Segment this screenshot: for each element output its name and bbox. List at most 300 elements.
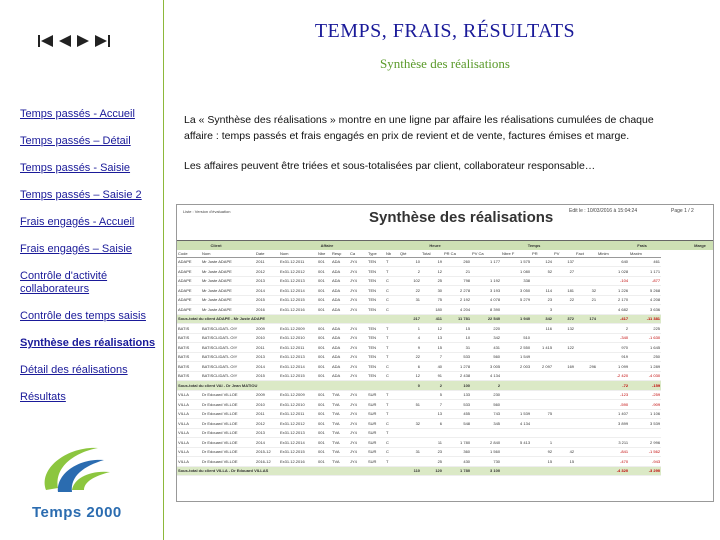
table-cell xyxy=(575,343,597,353)
table-row xyxy=(177,400,713,410)
table-cell: 3 211 xyxy=(597,438,629,448)
table-cell: T xyxy=(385,409,399,419)
table-cell: 342 xyxy=(531,314,553,324)
table-cell: 22 540 xyxy=(471,314,501,324)
table-cell: 1 575 xyxy=(501,257,531,267)
table-cell: VILLA xyxy=(177,409,201,419)
table-row xyxy=(177,352,713,362)
next-slide-icon[interactable] xyxy=(76,34,90,48)
table-cell: 5 268 xyxy=(629,286,661,296)
table-cell: -4 320 xyxy=(597,466,629,476)
description-paragraph-1: La « Synthèse des réalisations » montre en une ligne par affaire les réalisations cumulées de chaque affaire : temps passés et frais engagés en prix de revient et de vente, factures émises et marge. xyxy=(184,114,654,142)
table-cell: 100 xyxy=(443,381,471,391)
table-cell: ADA xyxy=(331,267,349,277)
table-cell: 2015 xyxy=(255,295,279,305)
table-cell: 3 539 xyxy=(629,419,661,429)
table-cell xyxy=(575,457,597,467)
table-cell xyxy=(471,428,501,438)
table-cell: Ex31.12.2014 xyxy=(279,362,317,372)
table-cell: 3 050 xyxy=(501,286,531,296)
table-cell: ADAPE xyxy=(177,257,201,267)
subtotal-row xyxy=(177,314,713,324)
subtotal-row xyxy=(177,381,713,391)
table-cell: 372 xyxy=(553,314,575,324)
table-cell: Dr Edouard VILLOE xyxy=(201,390,255,400)
sidebar-link-synthese[interactable]: Synthèse des réalisations xyxy=(20,337,156,349)
table-cell: T xyxy=(385,400,399,410)
sidebar-link-temps-detail[interactable]: Temps passés – Détail xyxy=(20,135,131,147)
table-cell: 3 193 xyxy=(471,286,501,296)
table-cell: -943 xyxy=(629,457,661,467)
table-cell: ADA xyxy=(331,324,349,334)
table-cell: Mr Juste ADAPE xyxy=(201,286,255,296)
table-cell: TEN xyxy=(367,267,385,277)
table-cell: -72 xyxy=(597,381,629,391)
table-row xyxy=(177,371,713,381)
table-cell: 001 xyxy=(317,438,331,448)
table-cell: 548 xyxy=(443,419,471,429)
table-cell: 2 278 xyxy=(443,286,471,296)
column-header-row xyxy=(177,250,713,257)
table-cell: 1 099 xyxy=(597,362,629,372)
table-cell: 23 xyxy=(531,295,553,305)
table-cell: 743 xyxy=(471,409,501,419)
table-cell: JY4 xyxy=(349,343,367,353)
table-cell xyxy=(399,305,421,315)
table-cell xyxy=(575,352,597,362)
table-cell: JY4 xyxy=(349,267,367,277)
table-cell: Date xyxy=(255,250,279,257)
slide-navigation xyxy=(38,34,110,48)
table-cell: BATIS xyxy=(177,362,201,372)
table-cell: C xyxy=(385,447,399,457)
table-cell: 75 xyxy=(421,295,443,305)
table-cell: 124 xyxy=(531,257,553,267)
table-cell: 31 xyxy=(399,295,421,305)
description-paragraph-2: Les affaires peuvent être triées et sous-totalisées par client, collaborateur responsable… xyxy=(184,160,596,172)
table-cell: 2 996 xyxy=(629,438,661,448)
table-cell: -1 562 xyxy=(629,447,661,457)
table-row xyxy=(177,276,713,286)
table-cell: 2 003 xyxy=(501,362,531,372)
table-cell: 2 550 xyxy=(501,343,531,353)
table-cell: 15 xyxy=(443,324,471,334)
table-cell: -159 xyxy=(629,381,661,391)
table-cell: Mr Juste ADAPE xyxy=(201,267,255,277)
table-cell: 21 xyxy=(575,295,597,305)
table-cell: BATISCLIDATL OIY xyxy=(201,324,255,334)
table-row xyxy=(177,267,713,277)
table-cell: -340 xyxy=(597,333,629,343)
table-cell xyxy=(399,409,421,419)
table-cell: 1 560 xyxy=(471,447,501,457)
report-version-label: Liste : Version d'évaluation xyxy=(183,209,231,214)
table-cell: Dr Edouard VILLOE xyxy=(201,409,255,419)
table-cell: 4 134 xyxy=(501,419,531,429)
previous-slide-icon[interactable] xyxy=(58,34,72,48)
table-cell: Ex31.12.2015 xyxy=(279,295,317,305)
table-cell: 7 xyxy=(421,352,443,362)
table-cell xyxy=(553,371,575,381)
table-cell: 10 xyxy=(399,257,421,267)
table-cell: 120 xyxy=(421,466,443,476)
table-cell: 0 xyxy=(399,381,421,391)
table-cell: 2015 xyxy=(255,371,279,381)
table-cell: 22 xyxy=(399,352,421,362)
sidebar-nav xyxy=(20,108,160,404)
table-cell: 114 xyxy=(531,286,553,296)
table-cell: 23 xyxy=(421,447,443,457)
table-cell: 3 xyxy=(531,305,553,315)
table-cell: 1 289 xyxy=(629,362,661,372)
table-cell: C xyxy=(385,295,399,305)
table-cell: 2 170 xyxy=(597,295,629,305)
table-cell: TEN xyxy=(367,286,385,296)
table-cell: 9 xyxy=(399,343,421,353)
table-cell xyxy=(553,390,575,400)
table-cell: 2 xyxy=(421,381,443,391)
table-cell: 2 192 xyxy=(443,295,471,305)
table-cell xyxy=(575,371,597,381)
table-cell: 001 xyxy=(317,324,331,334)
table-cell: 001 xyxy=(317,419,331,429)
table-cell: PR xyxy=(531,250,553,257)
table-cell: 133 xyxy=(443,390,471,400)
table-cell xyxy=(399,438,421,448)
report-page-number: Page 1 / 2 xyxy=(671,208,694,214)
table-cell: 640 xyxy=(597,257,629,267)
table-cell: VILLA xyxy=(177,390,201,400)
table-cell xyxy=(501,324,531,334)
table-cell: 2011 xyxy=(255,343,279,353)
table-cell xyxy=(575,447,597,457)
table-cell: JY4 xyxy=(349,371,367,381)
table-cell: 001 xyxy=(317,305,331,315)
table-cell: 75 xyxy=(531,409,553,419)
table-cell xyxy=(501,466,531,476)
table-cell: -841 xyxy=(597,447,629,457)
table-cell: 13 xyxy=(421,333,443,343)
table-cell: 919 xyxy=(597,352,629,362)
table-cell: 91 xyxy=(421,371,443,381)
table-cell: 31 xyxy=(399,447,421,457)
table-cell: Ex31.12.2016 xyxy=(279,457,317,467)
table-cell: 2013 xyxy=(255,352,279,362)
table-cell xyxy=(531,466,553,476)
sidebar-link-controle-temps[interactable]: Contrôle des temps saisis xyxy=(20,310,146,322)
table-cell: 116 xyxy=(531,324,553,334)
table-cell: Ca xyxy=(349,250,367,257)
table-cell: JY4 xyxy=(349,295,367,305)
table-cell xyxy=(575,438,597,448)
table-cell: ADA xyxy=(331,362,349,372)
table-row xyxy=(177,286,713,296)
table-cell: 360 xyxy=(443,447,471,457)
table-cell: 174 xyxy=(575,314,597,324)
table-cell: 8 390 xyxy=(471,305,501,315)
table-cell: 6 xyxy=(399,362,421,372)
table-cell: 217 xyxy=(399,314,421,324)
table-cell: JY4 xyxy=(349,362,367,372)
table-cell: 92 xyxy=(531,447,553,457)
table-cell: 001 xyxy=(317,295,331,305)
table-cell: TVA xyxy=(331,409,349,419)
table-cell: -104 xyxy=(597,276,629,286)
table-cell: Ex31.12.2010 xyxy=(279,333,317,343)
table-cell: -1 630 xyxy=(629,333,661,343)
table-cell: Ex31.12.2011 xyxy=(279,409,317,419)
table-cell xyxy=(531,419,553,429)
table-cell: 12 xyxy=(421,324,443,334)
table-cell: 1 171 xyxy=(629,267,661,277)
table-cell: 001 xyxy=(317,286,331,296)
table-cell: 560 xyxy=(471,400,501,410)
table-cell: ADA xyxy=(331,333,349,343)
table-cell: Sous-total du client VILLA - Dr Edouard VILLAS xyxy=(177,466,399,476)
table-cell: 338 xyxy=(501,276,531,286)
table-cell: T xyxy=(385,267,399,277)
logo-text: Temps 2000 xyxy=(32,504,122,521)
table-cell: 2011 xyxy=(255,409,279,419)
page-subtitle: Synthèse des réalisations xyxy=(380,56,510,71)
table-cell: JY4 xyxy=(349,400,367,410)
table-cell: BATIS xyxy=(177,324,201,334)
table-row xyxy=(177,409,713,419)
table-cell: 001 xyxy=(317,428,331,438)
table-row xyxy=(177,428,713,438)
table-cell: ADA xyxy=(331,276,349,286)
table-cell: 15 xyxy=(421,343,443,353)
table-row xyxy=(177,362,713,372)
sidebar-link-temps-accueil[interactable]: Temps passés - Accueil xyxy=(20,108,135,120)
table-cell: 3 636 xyxy=(629,305,661,315)
page-title: TEMPS, FRAIS, RÉSULTATS xyxy=(314,20,576,42)
table-cell: 1 106 xyxy=(629,409,661,419)
table-cell: Type xyxy=(367,250,385,257)
table-cell: ADA xyxy=(331,257,349,267)
table-cell: 3 899 xyxy=(597,419,629,429)
table-cell: TVA xyxy=(331,438,349,448)
table-cell: JY4 xyxy=(349,409,367,419)
table-cell: 5 xyxy=(421,390,443,400)
table-cell xyxy=(575,390,597,400)
table-cell: VILLA xyxy=(177,419,201,429)
table-cell: 122 xyxy=(553,343,575,353)
table-cell: Ex31.12.2015 xyxy=(279,371,317,381)
table-cell: 13 xyxy=(421,409,443,419)
table-cell: Qté xyxy=(399,250,421,257)
table-cell: 15 xyxy=(531,457,553,467)
table-cell xyxy=(597,428,629,438)
table-cell: TVA xyxy=(331,457,349,467)
table-cell: 2009 xyxy=(255,390,279,400)
table-cell: 1 192 xyxy=(471,276,501,286)
table-cell: 12 xyxy=(421,267,443,277)
table-cell: 001 xyxy=(317,409,331,419)
table-cell: ADA xyxy=(331,305,349,315)
sidebar-link-frais-saisie[interactable]: Frais engagés – Saisie xyxy=(20,243,132,255)
table-cell: 533 xyxy=(443,352,471,362)
table-cell: Ex31.12.2009 xyxy=(279,324,317,334)
table-cell: 1 780 xyxy=(443,438,471,448)
table-cell: TEN xyxy=(367,324,385,334)
table-cell: 52 xyxy=(531,267,553,277)
table-cell xyxy=(443,428,471,438)
table-cell: BATIS xyxy=(177,352,201,362)
table-cell: Ex31.12.2013 xyxy=(279,276,317,286)
table-cell: 1 539 xyxy=(501,409,531,419)
table-cell: 3 005 xyxy=(471,362,501,372)
table-cell: 342 xyxy=(471,333,501,343)
table-cell xyxy=(531,333,553,343)
table-cell: TEN xyxy=(367,343,385,353)
table-cell: 2014 xyxy=(255,362,279,372)
table-cell xyxy=(531,428,553,438)
table-cell: Total xyxy=(421,250,443,257)
table-cell: 431 xyxy=(471,343,501,353)
table-cell: Nbe xyxy=(317,250,331,257)
table-cell: 2010 xyxy=(255,333,279,343)
table-cell xyxy=(629,428,661,438)
first-slide-icon[interactable] xyxy=(38,34,54,48)
table-cell: ADAPE xyxy=(177,295,201,305)
table-cell: Ex31.12.2012 xyxy=(279,267,317,277)
table-cell: Ex31.12.2012 xyxy=(279,419,317,429)
table-cell: Ex31.12.2009 xyxy=(279,390,317,400)
table-cell: 4 134 xyxy=(471,371,501,381)
table-cell: Nb xyxy=(385,250,399,257)
table-cell: JY4 xyxy=(349,324,367,334)
table-cell: 2009 xyxy=(255,324,279,334)
table-cell: SUR xyxy=(367,457,385,467)
table-cell: Dr Edouard VILLOE xyxy=(201,428,255,438)
table-cell: JY4 xyxy=(349,352,367,362)
subtotal-row xyxy=(177,466,713,476)
table-cell: JY4 xyxy=(349,457,367,467)
table-cell xyxy=(553,381,575,391)
table-cell: TVA xyxy=(331,400,349,410)
table-cell: C xyxy=(385,276,399,286)
table-cell: 4 xyxy=(399,333,421,343)
table-cell: 22 xyxy=(399,286,421,296)
table-cell: Dr Edouard VILLOE xyxy=(201,447,255,457)
table-cell: ADA xyxy=(331,286,349,296)
sidebar-link-controle-activite[interactable]: Contrôle d'activité collaborateurs xyxy=(20,270,108,295)
sidebar-link-temps-saisie-2[interactable]: Temps passés – Saisie 2 xyxy=(20,189,142,201)
table-cell: C xyxy=(385,286,399,296)
table-cell: 181 xyxy=(553,286,575,296)
table-cell: 12 xyxy=(399,371,421,381)
table-cell: 2 xyxy=(597,324,629,334)
sidebar-link-temps-saisie[interactable]: Temps passés - Saisie xyxy=(20,162,131,174)
table-cell: PV xyxy=(553,250,575,257)
table-cell xyxy=(501,428,531,438)
table-cell: 40 xyxy=(421,362,443,372)
table-cell: C xyxy=(385,362,399,372)
table-cell: Temps xyxy=(471,241,597,250)
table-row xyxy=(177,257,713,267)
table-cell xyxy=(553,466,575,476)
table-cell: JY4 xyxy=(349,438,367,448)
table-cell: JY4 xyxy=(349,286,367,296)
table-cell: JY4 xyxy=(349,305,367,315)
last-slide-icon[interactable] xyxy=(94,34,110,48)
table-cell: TEN xyxy=(367,305,385,315)
table-cell: Mr Juste ADAPE xyxy=(201,276,255,286)
table-cell: 31 xyxy=(443,343,471,353)
table-row xyxy=(177,295,713,305)
table-cell: 4 204 xyxy=(443,305,471,315)
table-cell: C xyxy=(385,371,399,381)
table-cell: Dr Edouard VILLOE xyxy=(201,419,255,429)
table-cell: BATISCLIDATL OIY xyxy=(201,352,255,362)
table-cell: 230 xyxy=(471,390,501,400)
table-cell: SUR xyxy=(367,400,385,410)
table-cell: 30 xyxy=(421,286,443,296)
table-cell: TVA xyxy=(331,390,349,400)
table-cell: TEN xyxy=(367,352,385,362)
table-cell: 15 xyxy=(553,457,575,467)
table-cell: PR Ca xyxy=(443,250,471,257)
table-cell: VILLA xyxy=(177,438,201,448)
table-cell: BATISCLIDATL OIY xyxy=(201,343,255,353)
report-table xyxy=(177,241,713,476)
table-cell: Nbre F xyxy=(501,250,531,257)
table-cell xyxy=(531,352,553,362)
table-cell xyxy=(531,276,553,286)
sidebar-link-detail-realisations[interactable]: Détail des réalisations xyxy=(20,364,128,376)
table-cell xyxy=(501,447,531,457)
table-cell: 461 xyxy=(629,257,661,267)
table-cell: C xyxy=(385,305,399,315)
table-cell: BATIS xyxy=(177,333,201,343)
table-cell: 533 xyxy=(443,400,471,410)
table-cell: 132 xyxy=(553,324,575,334)
table-cell: ADAPE xyxy=(177,305,201,315)
table-row xyxy=(177,324,713,334)
table-cell: 1 780 xyxy=(443,466,471,476)
table-cell: Mr Juste ADAPE xyxy=(201,295,255,305)
table-cell: 1 278 xyxy=(443,362,471,372)
group-header-row xyxy=(177,241,713,250)
table-cell: 32 xyxy=(399,419,421,429)
table-cell: TEN xyxy=(367,295,385,305)
sidebar-link-frais-accueil[interactable]: Frais engagés - Accueil xyxy=(20,216,135,228)
table-row xyxy=(177,390,713,400)
table-cell: 560 xyxy=(471,352,501,362)
table-cell: 2010 xyxy=(255,400,279,410)
table-cell: 51 xyxy=(399,400,421,410)
table-cell: VILLA xyxy=(177,428,201,438)
sidebar-link-resultats[interactable]: Résultats xyxy=(20,391,66,403)
table-cell xyxy=(531,381,553,391)
table-cell: C xyxy=(385,438,399,448)
table-cell: 1 940 xyxy=(501,314,531,324)
table-cell xyxy=(553,333,575,343)
table-cell: -123 xyxy=(597,390,629,400)
table-cell xyxy=(575,409,597,419)
table-cell xyxy=(553,276,575,286)
table-cell: 32 xyxy=(575,286,597,296)
table-cell: 19 xyxy=(421,257,443,267)
table-cell: T xyxy=(385,257,399,267)
table-cell xyxy=(553,438,575,448)
table-cell: Ex31.12.2013 xyxy=(279,428,317,438)
table-cell: Resp xyxy=(331,250,349,257)
table-cell: ADAPE xyxy=(177,267,201,277)
table-cell: 102 xyxy=(399,276,421,286)
table-cell: 001 xyxy=(317,390,331,400)
